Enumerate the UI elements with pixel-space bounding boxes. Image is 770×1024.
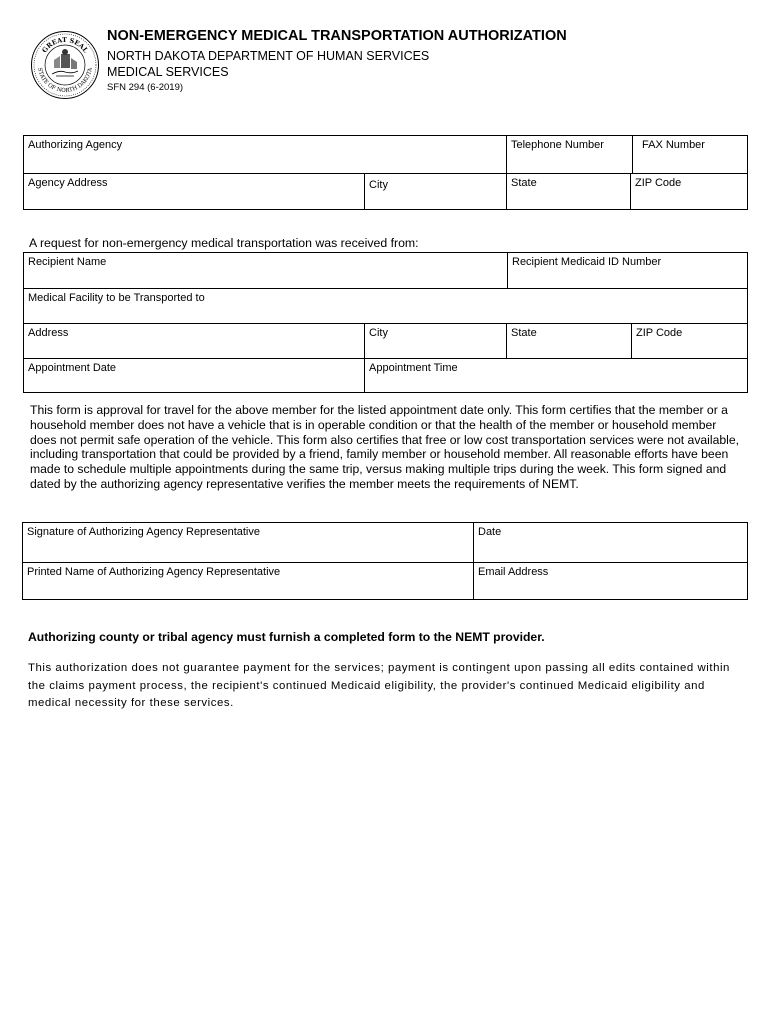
medical-facility-field[interactable] (24, 288, 747, 323)
form-number: SFN 294 (6-2019) (107, 82, 184, 93)
appointment-date-label: Appointment Date (28, 362, 117, 374)
fax-field[interactable] (632, 136, 747, 173)
printed-name-field[interactable] (23, 562, 473, 599)
recipient-zip-field[interactable] (631, 323, 747, 358)
recipient-city-field[interactable] (364, 323, 506, 358)
signature-field[interactable] (23, 523, 473, 562)
printed-name-label: Printed Name of Authorizing Agency Representative (27, 566, 281, 578)
appointment-date-field[interactable] (24, 358, 364, 392)
agency-state-label: State (511, 177, 537, 189)
state-seal-icon (30, 30, 100, 100)
agency-city-field[interactable] (364, 173, 506, 209)
signature-section (22, 522, 748, 600)
medical-facility-label: Medical Facility to be Transported to (28, 292, 205, 304)
request-intro: A request for non-emergency medical transportation was received from: (29, 236, 419, 250)
seal-bottom-text: STATE OF NORTH DAKOTA (36, 67, 94, 95)
telephone-field[interactable] (506, 136, 632, 173)
form-title: NON-EMERGENCY MEDICAL TRANSPORTATION AUTHORIZATION (107, 28, 567, 44)
agency-state-field[interactable] (506, 173, 630, 209)
seal-top-text: GREAT SEAL (40, 35, 90, 55)
agency-city-label: City (369, 179, 388, 191)
agency-notice: Authorizing county or tribal agency must furnish a completed form to the NEMT provider. (28, 630, 545, 644)
agency-zip-field[interactable] (630, 173, 747, 209)
department-name: NORTH DAKOTA DEPARTMENT OF HUMAN SERVICES (107, 49, 430, 63)
authorizing-agency-label: Authorizing Agency (28, 139, 123, 151)
agency-section (23, 135, 748, 210)
agency-address-label: Agency Address (28, 177, 108, 189)
recipient-address-field[interactable] (24, 323, 364, 358)
medicaid-id-label: Recipient Medicaid ID Number (512, 256, 662, 268)
appointment-time-label: Appointment Time (369, 362, 458, 374)
recipient-address-label: Address (28, 327, 69, 339)
recipient-state-label: State (511, 327, 537, 339)
fax-label: FAX Number (642, 139, 705, 151)
recipient-section (23, 252, 748, 393)
recipient-state-field[interactable] (506, 323, 631, 358)
appointment-time-field[interactable] (364, 358, 747, 392)
division-name: MEDICAL SERVICES (107, 65, 229, 79)
signature-label: Signature of Authorizing Agency Representative (27, 526, 260, 538)
medicaid-id-field[interactable] (507, 253, 747, 288)
email-label: Email Address (478, 566, 549, 578)
recipient-zip-label: ZIP Code (636, 327, 683, 339)
date-field[interactable] (473, 523, 747, 562)
telephone-label: Telephone Number (511, 139, 604, 151)
authorizing-agency-field[interactable] (24, 136, 506, 173)
recipient-name-field[interactable] (24, 253, 507, 288)
payment-disclaimer: This authorization does not guarantee payment for the services; payment is contingent upon passing all edits contained within the claims payment process, the recipient's continued Medicaid eligibility, the provider's continued Medicaid eligibility and medical necessity for these services. (28, 662, 730, 709)
date-label: Date (478, 526, 502, 538)
agency-zip-label: ZIP Code (635, 177, 682, 189)
email-field[interactable] (473, 562, 747, 599)
recipient-city-label: City (369, 327, 388, 339)
recipient-name-label: Recipient Name (28, 256, 107, 268)
svg-text:STATE OF NORTH DAKOTA (36, 66, 94, 94)
approval-paragraph: This form is approval for travel for the above member for the listed appointment date only. This form certifies that the member or a household member does not have a vehicle that is in operable condition or that the health of the member or household member does not permit safe operation of the vehicle. This form also certifies that free or low cost transportation services were not available, including transportation that could be provided by a friend, family member or household member. All reasonable efforts have been made to schedule multiple appointments during the same trip, versus making multiple trips during the week. This form signed and dated by the authorizing agency representative verifies the member meets the requirements of NEMT. (30, 403, 740, 491)
agency-address-field[interactable] (24, 173, 364, 209)
